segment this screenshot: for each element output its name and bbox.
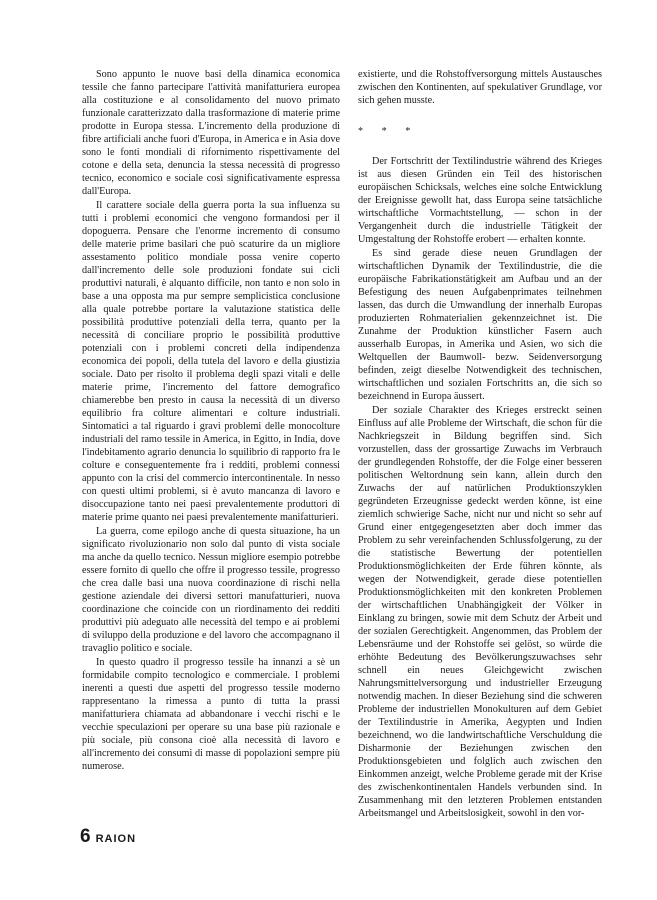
paragraph: In questo quadro il progresso tessile ha innanzi a sè un formidabile compito tecnologico e commerciale. I problemi inerenti a questi due aspetti del progresso tessile moderno rappresentano la rimessa a punto di tutta la prassi manifatturiera chiamata ad abbandonare i vecchi rischi e le vecchie speculazioni per operare su una base più razionale e più sociale, più consona cioè alla necessità di lavoro e all'incremento dei consumi di masse di popolazioni sempre più numerose. <box>82 657 340 772</box>
page-footer <box>80 826 136 848</box>
german-text-column <box>358 68 602 820</box>
paragraph: Sono appunto le nuove basi della dinamica economica tessile che fanno partecipare l'attività manifatturiera europea alla costituzione e al consolidamento del nuovo primato funzionale caratterizzato dalla trasformazione di materie prime prodotte in Europa stessa. L'incremento della produzione di fibre artificiali anche fuori d'Europa, in America e in Asia dove sono le fonti mondiali di rifornimento rispettivamente del cotone e della seta, denuncia la stessa necessità di progresso tecnico, economico e sociale così significativamente espressa dall'Europa. <box>82 69 340 197</box>
paragraph-continuation: existierte, und die Rohstoffversorgung mittels Austausches zwischen den Kontinenten, auf spekulativer Grundlage, vor sich gehen musste. <box>358 69 602 106</box>
magazine-name: RAION <box>95 833 137 845</box>
paragraph: Es sind gerade diese neuen Grundlagen der wirtschaftlichen Dynamik der Textilindustrie, die die europäische Fabrikationstätigkeit am Aufbau und an der Befestigung des neuen Aufgabenprimates teilnehmen lassen, das durch die Umwandlung der innerhalb Europas produzierten Rohmaterialien gekennzeichnet ist. Die Zunahme der Produktion künstlicher Fasern auch ausserhalb Europas, in Amerika und Asien, wo sich die Weltquellen der Baumwoll- bezw. Seidenversorgung befinden, zeigt dieselbe Notwendigkeit des technischen, wirtschaftlichen und sozialen Fortschritts an, die sich so bezeichnend in Europa äussert. <box>358 248 602 402</box>
italian-text-column <box>82 68 340 773</box>
paragraph: Il carattere sociale della guerra porta la sua influenza su tutti i problemi economici che vengono formandosi per il dopoguerra. Pensare che l'enorme incremento di consumo delle materie prime basilari che può scaturire da un migliore assestamento politico mondiale possa venire coperto dall'incremento delle sole produzioni fondate sui cicli produttivi naturali, è alquanto difficile, non tanto e non solo in base a una opposta ma pur sempre semplicistica conclusione alla quale potrebbe portare la valutazione statistica delle possibilità produttive potenziali della terra, quanto per la necessità di conciliare proprio le possibilità produttive potenziali con i problemi concreti della indipendenza economica dei popoli, della tutela del lavoro e della giustizia sociale. Dato per risolto il problema degli spazi vitali e delle materie prime, l'incremento del fattore demografico chiamerebbe ben presto in causa la necessità di un diverso equilibrio fra colture alimentari e colture industriali. Sintomatici a tal riguardo i gravi problemi delle monocolture industriali del ramo tessile in America, in Egitto, in India, dove l'indebitamento agrario denuncia lo squilibrio di rapporto fra le colture e conseguentemente fra i redditi, problemi connessi appunto con la crisi del commercio intercontinentale. In nesso con questi ultimi problemi, si è avuto mancanza di lavoro e disoccupazione tanto nei paesi prevalentemente produttori di materie prime quanto nei paesi prevalentemente manifatturieri. <box>82 200 340 523</box>
paragraph: Der Fortschritt der Textilindustrie während des Krieges ist aus diesen Gründen ein Teil des historischen europäischen Schicksals, welches eine solche Entwicklung der Ereignisse gewollt hat, dass Europa seine tatsächliche wirtschaftliche Vormachtstellung, — schon in der Vergangenheit durch die industrielle Tätigkeit der Umgestaltung der Rohstoffe erobert — erhalten konnte. <box>358 156 602 245</box>
paragraph: Der soziale Charakter des Krieges erstreckt seinen Einfluss auf alle Probleme der Wirtschaft, die schon für die Nachkriegszeit in Bildung begriffen sind. Sich vorzustellen, dass der grossartige Zuwachs im Verbrauch der grundlegenden Rohstoffe, der die Folge einer besseren politischen Weltordnung sein kann, allein durch den Zuwachs der auf natürlichen Produktionszyklen gegründeten Erzeugnisse gedeckt werden könne, ist eine ziemlich schwierige Sache, nicht nur und nicht so sehr auf Grund einer entgegengesetzten aber doch immer das Problem zu sehr vereinfachenden Schlussfolgerung, zu der die statistische Bewertung der potentiellen Produktionsmöglichkeiten der Erde führen könnte, als wegen der Notwendigkeit, gerade diese potentiellen Produktionsmöglichkeiten mit den konkreten Problemen der wirtschaftlichen Unabhängigkeit der Völker in Einklang zu bringen, sowie mit dem Schutz der Arbeit und der sozialen Gerechtigkeit. Angenommen, das Problem der Lebensräume und der Rohstoffe sei gelöst, so würde die erhöhte Bedeutung des Bevölkerungszuwachses sehr schnell ein neues Gleichgewicht zwischen Nahrungsmittelversorgung und industrieller Erzeugung notwendig machen. In dieser Beziehung sind die schweren Probleme der industriellen Monokulturen auf dem Gebiet der Textilindustrie in Amerika, Aegypten und Indien bezeichnend, wo die landwirtschaftliche Verschuldung die Disharmonie der Beziehungen zwischen den Produktionsgebieten und folglich auch zwischen den Einkommen anzeigt, welche Probleme gerade mit der Krise des zwischenkontinentalen Handels verbunden sind. In Zusammenhang mit den letzteren Problemen entstanden Arbeitsmangel und Arbeitslosigkeit, sowohl in den vor- <box>358 405 602 819</box>
page-number: 6 <box>80 826 91 847</box>
paragraph: La guerra, come epilogo anche di questa situazione, ha un significato rivoluzionario non solo dal punto di vista sociale ma anche da quello tecnico. Nessun migliore esempio potrebbe essere fornito di quello che offre il progresso tessile, progresso che crea dalle basi una nuova coordinazione di rischi nella gestione aziendale dei diversi settori manufatturieri, nuova coordinazione che coincide con un riordinamento dei redditi produttivi più adeguato alle necessità del tempo e ai problemi di sviluppo della produzione e del lavoro che accompagnano il travaglio politico e sociale. <box>82 526 340 654</box>
section-separator: * * * <box>358 126 419 137</box>
